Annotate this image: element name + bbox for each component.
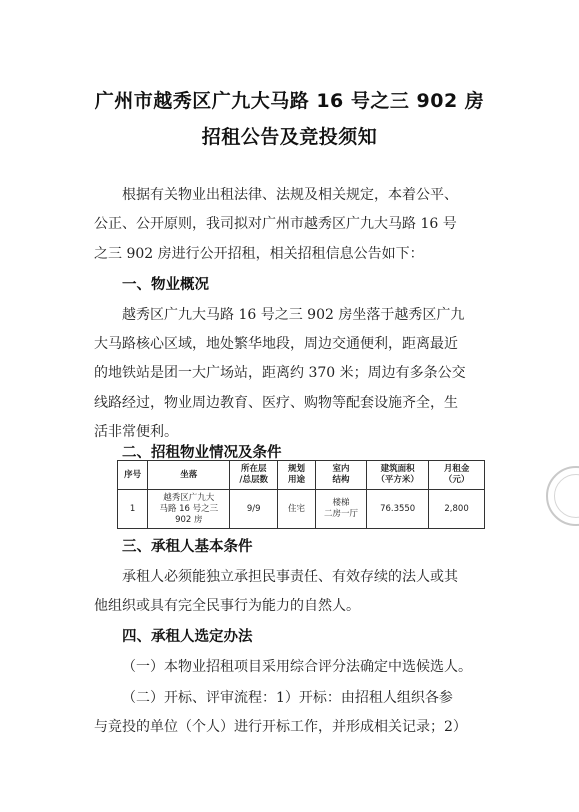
seal-stamp bbox=[546, 466, 579, 526]
intro-line: 公正、公开原则，我司拟对广州市越秀区广九大马路 16 号 bbox=[94, 216, 457, 232]
conditions-line: 他组织或具有完全民事行为能力的自然人。 bbox=[94, 598, 360, 614]
col-header-index: 序号 bbox=[118, 461, 148, 490]
cell-index: 1 bbox=[118, 490, 148, 529]
table-row bbox=[118, 490, 485, 529]
seal-inner-ring bbox=[554, 474, 579, 518]
overview-line: 线路经过，物业周边教育、医疗、购物等配套设施齐全，生 bbox=[94, 395, 458, 411]
document-title: 广州市越秀区广九大马路 16 号之三 902 房 bbox=[94, 90, 485, 112]
intro-line: 根据有关物业出租法律、法规及相关规定，本着公平、 bbox=[122, 187, 458, 203]
cell-rent: 2,800 bbox=[429, 490, 485, 529]
overview-line: 越秀区广九大马路 16 号之三 902 房坐落于越秀区广九 bbox=[122, 307, 465, 323]
section-heading-tenant-conditions: 三、承租人基本条件 bbox=[122, 539, 253, 555]
col-header-area: 建筑面积 （平方米） bbox=[367, 461, 429, 490]
col-header-rent: 月租金 （元） bbox=[429, 461, 485, 490]
cell-floor: 9/9 bbox=[230, 490, 278, 529]
col-header-location: 坐落 bbox=[148, 461, 230, 490]
overview-line: 的地铁站是团一大广场站，距离约 370 米；周边有多条公交 bbox=[94, 365, 466, 381]
selection-line: （一）本物业招租项目采用综合评分法确定中选候选人。 bbox=[122, 659, 472, 675]
conditions-line: 承租人必须能独立承担民事责任、有效存续的法人或其 bbox=[122, 569, 458, 585]
section-heading-overview: 一、物业概况 bbox=[122, 277, 209, 293]
col-header-structure: 室内 结构 bbox=[315, 461, 366, 490]
document-subtitle: 招租公告及竞投须知 bbox=[201, 126, 378, 148]
cell-area: 76.3550 bbox=[367, 490, 429, 529]
overview-line: 大马路核心区域，地处繁华地段，周边交通便利，距离最近 bbox=[94, 336, 458, 352]
cell-structure: 楼梯 二房一厅 bbox=[315, 490, 366, 529]
col-header-floor: 所在层 /总层数 bbox=[230, 461, 278, 490]
overview-line: 活非常便利。 bbox=[94, 424, 178, 440]
selection-line: 与竞投的单位（个人）进行开标工作，并形成相关记录；2） bbox=[94, 719, 467, 735]
cell-usage: 住宅 bbox=[278, 490, 316, 529]
selection-line: （二）开标、评审流程：1）开标：由招租人组织各参 bbox=[122, 690, 453, 706]
property-table bbox=[117, 460, 485, 529]
section-heading-selection: 四、承租人选定办法 bbox=[122, 629, 253, 645]
table-header-row bbox=[118, 461, 485, 490]
col-header-usage: 规划 用途 bbox=[278, 461, 316, 490]
cell-location: 越秀区广九大 马路 16 号之三 902 房 bbox=[148, 490, 230, 529]
section-heading-property: 二、招租物业情况及条件 bbox=[122, 445, 282, 461]
intro-line: 之三 902 房进行公开招租，相关招租信息公告如下： bbox=[94, 246, 424, 262]
